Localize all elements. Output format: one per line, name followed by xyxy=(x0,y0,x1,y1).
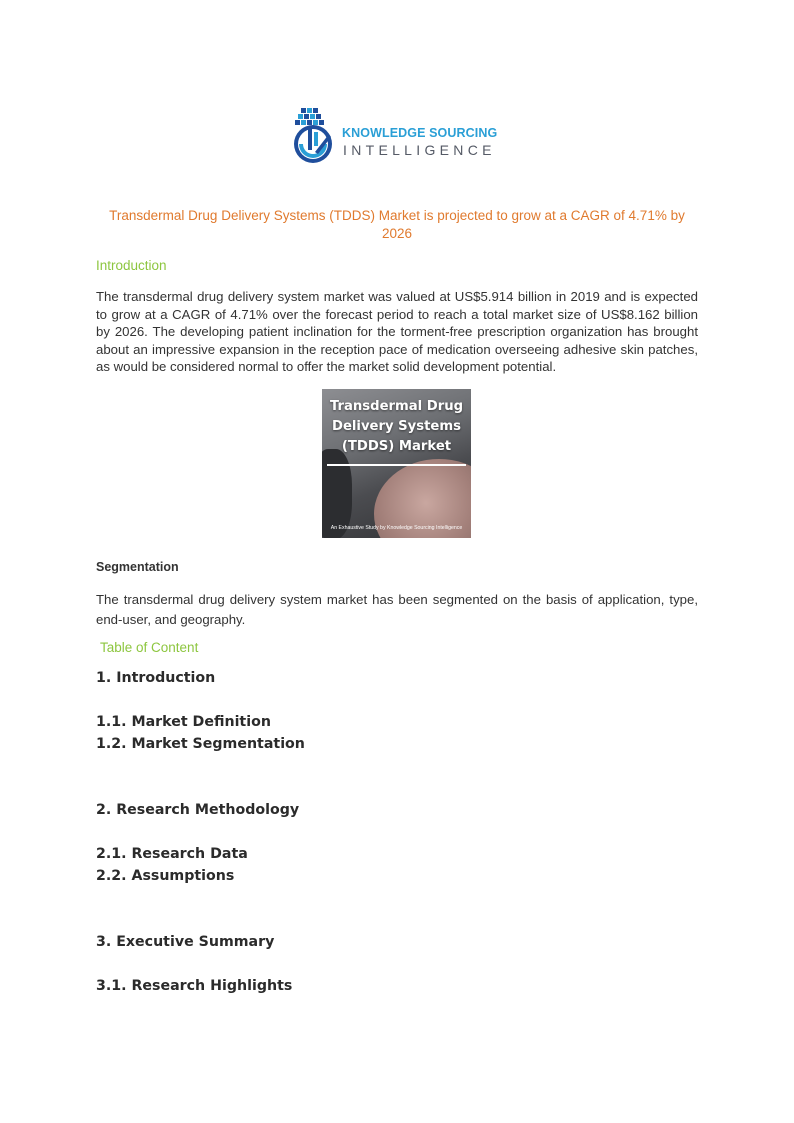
company-logo xyxy=(291,106,511,166)
toc-item: 2.1. Research Data xyxy=(96,846,248,862)
document-title: Transdermal Drug Delivery Systems (TDDS) Market is projected to grow at a CAGR of 4.71% by 2026 xyxy=(109,208,685,241)
cover-caption: An Exhaustive Study by Knowledge Sourcing Intelligence xyxy=(330,525,463,531)
logo-text-primary: KNOWLEDGE SOURCING xyxy=(342,126,498,140)
introduction-paragraph: The transdermal drug delivery system market was valued at US$5.914 billion in 2019 and is expected to grow at a CAGR of 4.71% over the forecast period to reach a total market size of US$8.162 billion by 2026. The developing patient inclination for the torment-free prescription organization has brought about an impressive expansion in the reception pace of medication overseeing adhesive skin patches, as would be considered normal to offer the market solid development potential. xyxy=(96,289,698,375)
toc-heading: Table of Content xyxy=(100,640,199,655)
market-cover-image xyxy=(322,389,471,538)
segmentation-heading: Segmentation xyxy=(96,560,179,574)
segmentation-paragraph: The transdermal drug delivery system market has been segmented on the basis of application, type, end-user, and geography. xyxy=(96,592,698,627)
toc-item: 3.1. Research Highlights xyxy=(96,978,293,994)
cover-title-line-2: Delivery Systems xyxy=(332,419,461,434)
logo-text-secondary: INTELLIGENCE xyxy=(343,142,496,158)
toc-item: 1.2. Market Segmentation xyxy=(96,736,305,752)
cover-title-line-3: (TDDS) Market xyxy=(341,439,452,454)
toc-item: 2. Research Methodology xyxy=(96,802,300,818)
logo-mark-icon xyxy=(291,106,337,166)
cover-title-line-1: Transdermal Drug xyxy=(329,399,464,414)
toc-item: 2.2. Assumptions xyxy=(96,868,235,884)
toc-item: 1. Introduction xyxy=(96,670,216,686)
cover-divider xyxy=(327,464,466,466)
cover-image-title xyxy=(322,397,471,457)
toc-item: 1.1. Market Definition xyxy=(96,714,271,730)
introduction-heading: Introduction xyxy=(96,258,167,273)
toc-item: 3. Executive Summary xyxy=(96,934,275,950)
